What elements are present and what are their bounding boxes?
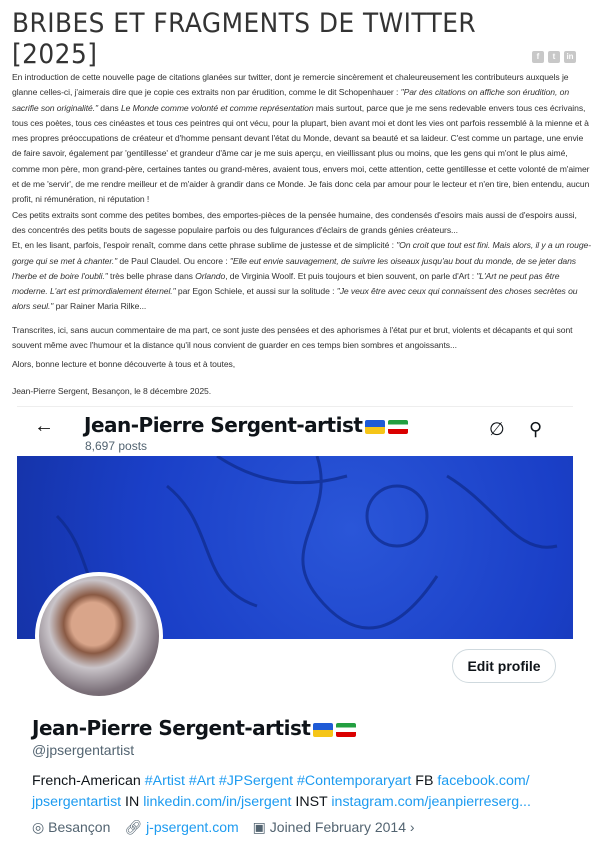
text: très belle phrase dans <box>107 270 196 281</box>
quote: "Je veux être avec ceux qui connaissent des choses secrètes ou alors seul." <box>12 286 578 312</box>
instagram-link[interactable]: instagram.com/jeanpierreserg... <box>331 794 531 810</box>
paragraph: Transcrites, ici, sans aucun commentaire de ma part, ce sont juste des pensées et des aphorismes à l'état pur et brut, violents et décapants et qui sont souvent même avec l'humour et la distance qu'il nous convient de guarder en ces temps bien sombres et angoissants... <box>12 324 573 351</box>
text: de Paul Claudel. Ou encore : <box>117 255 230 266</box>
name-text: Jean-Pierre Sergent-artist <box>84 413 363 437</box>
article-body <box>12 70 592 399</box>
link-icon: 🔗︎ <box>124 819 143 835</box>
facebook-link[interactable]: facebook.com/ jpsergentartist <box>32 773 530 810</box>
location-text: Besançon <box>48 819 111 835</box>
edit-profile-button[interactable]: Edit profile <box>452 649 556 683</box>
back-arrow-icon[interactable]: ← <box>34 415 54 437</box>
text: Et, en les lisant, parfois, l'espoir renaît, comme dans cette phrase sublime de justesse et de simplicité : <box>12 240 397 251</box>
profile-header-bar <box>17 407 573 456</box>
iran-flag-icon <box>388 420 408 434</box>
location <box>32 819 110 836</box>
hashtag-link[interactable]: #Artist <box>144 773 185 789</box>
header-name <box>84 413 408 437</box>
hashtag-link[interactable]: #JPSergent <box>218 773 294 789</box>
social-share <box>532 51 576 63</box>
intro-paragraph <box>12 70 592 208</box>
text: FB <box>411 773 438 789</box>
facebook-icon[interactable]: f <box>532 51 544 63</box>
text: par Rainer Maria Rilke... <box>53 301 147 312</box>
name-text: Jean-Pierre Sergent-artist <box>32 716 311 740</box>
text: IN <box>121 794 144 810</box>
linkedin-icon[interactable]: in <box>564 51 576 63</box>
avatar[interactable] <box>35 572 163 700</box>
hashtag-link[interactable]: #Contemporaryart <box>297 773 412 789</box>
hashtag-link[interactable]: #Art <box>188 773 215 789</box>
post-count: 8,697 posts <box>85 439 148 453</box>
text: par Egon Schiele, et aussi sur la solitude : <box>175 286 337 297</box>
profile-bio <box>32 771 562 813</box>
quotes-paragraph <box>12 238 592 314</box>
profile-name <box>32 716 356 740</box>
linkedin-link[interactable]: linkedin.com/in/jsergent <box>143 794 292 810</box>
text: , de Virginia Woolf. Et puis toujours et bien souvent, on parle d'Art : <box>225 270 477 281</box>
ukraine-flag-icon <box>313 723 333 737</box>
twitter-profile-screenshot <box>17 406 573 846</box>
page-title: BRIBES ET FRAGMENTS DE TWITTER [2025] <box>12 8 477 70</box>
profile-meta <box>32 819 415 836</box>
quote: "On croit que tout est fini. Mais alors, il y a un rouge-gorge qui se met à chanter." <box>12 240 592 266</box>
quote: "Par des citations on affiche son érudition, on sacrifie son originalité." <box>12 87 570 113</box>
iran-flag-icon <box>336 723 356 737</box>
website-link[interactable]: j-psergent.com <box>146 819 239 835</box>
text: mais surtout, parce que je me sens redevable envers tous ces écrivains, tous ces poètes, tous ces cinéastes et tous ces peintres qui ont vécu, pour la plupart, bien avant moi et dont les vies ont parfois ressemblé à la mienne et à mes propres préoccupations de créateur et d'homme pensant devant l'état du Monde, devant sa beauté et sa laideur. C'est comme un partage, une envie de faire savoir, également par 'gentillesse' et grandeur d'âme car je me suis aperçu, en vieillissant plus ou moins, que les gens qui m'ont le plus aimé, comme mon père, mon grand-père, certaines tantes ou grand-mères, avaient tous, envers moi, cette attention, cette gentillesse et cette volonté de m'aimer et de me 'servir', de me rendre meilleur et de m'aider à grandir dans ce Monde. Je fais donc cela par amour pour le lecteur et n'en tire, bien entendu, aucun profit, ni rémunération, ni réputation ! <box>12 102 590 205</box>
chevron-right-icon: › <box>409 819 415 835</box>
text: INST <box>291 794 332 810</box>
text: En introduction de cette nouvelle page de citations glanées sur twitter, dont je remercie sincèrement et chaleureusement les contributeurs auxquels je glanne celles-ci, j'aimerais dire que je copie ces extraits non par érudition, comme le dit Schopenhauer : <box>12 72 569 98</box>
joined-text: Joined February 2014 <box>269 819 406 835</box>
quote: "Elle eut envie sauvagement, de suivre les oiseaux jusqu'au bout du monde, de se jeter dans l'herbe et de boire l'oubli." <box>12 255 577 281</box>
location-pin-icon: ◎ <box>32 819 45 835</box>
text: French-American <box>32 773 145 789</box>
paragraph: Alors, bonne lecture et bonne découverte à tous et à toutes, <box>12 359 236 370</box>
search-icon[interactable]: ⚲ <box>529 419 543 439</box>
twitter-icon[interactable]: t <box>548 51 560 63</box>
joined[interactable] <box>253 819 415 836</box>
ukraine-flag-icon <box>365 420 385 434</box>
signature: Jean-Pierre Sergent, Besançon, le 8 décembre 2025. <box>12 385 212 396</box>
text: dans <box>98 102 121 113</box>
book-title: Le Monde comme volonté et comme représentation <box>120 102 314 113</box>
paragraph: Ces petits extraits sont comme des petites bombes, des emportes-pièces de la pensée humaine, des condensés d'esoirs mais aussi de d'espoirs aussi, des concentrés des petits bouts de sagesse populaire parfois ou des fulgurances d'éclairs de grands génies créateurs... <box>12 209 577 235</box>
quote: "L'Art ne peut pas être moderne. L'art est primordialement éternel." <box>12 270 560 297</box>
book-title: Orlando <box>195 270 226 281</box>
website <box>124 819 238 836</box>
calendar-icon: ▣ <box>252 819 266 835</box>
profile-handle: @jpsergentartist <box>32 742 135 758</box>
grok-icon[interactable]: ∅ <box>489 419 505 439</box>
